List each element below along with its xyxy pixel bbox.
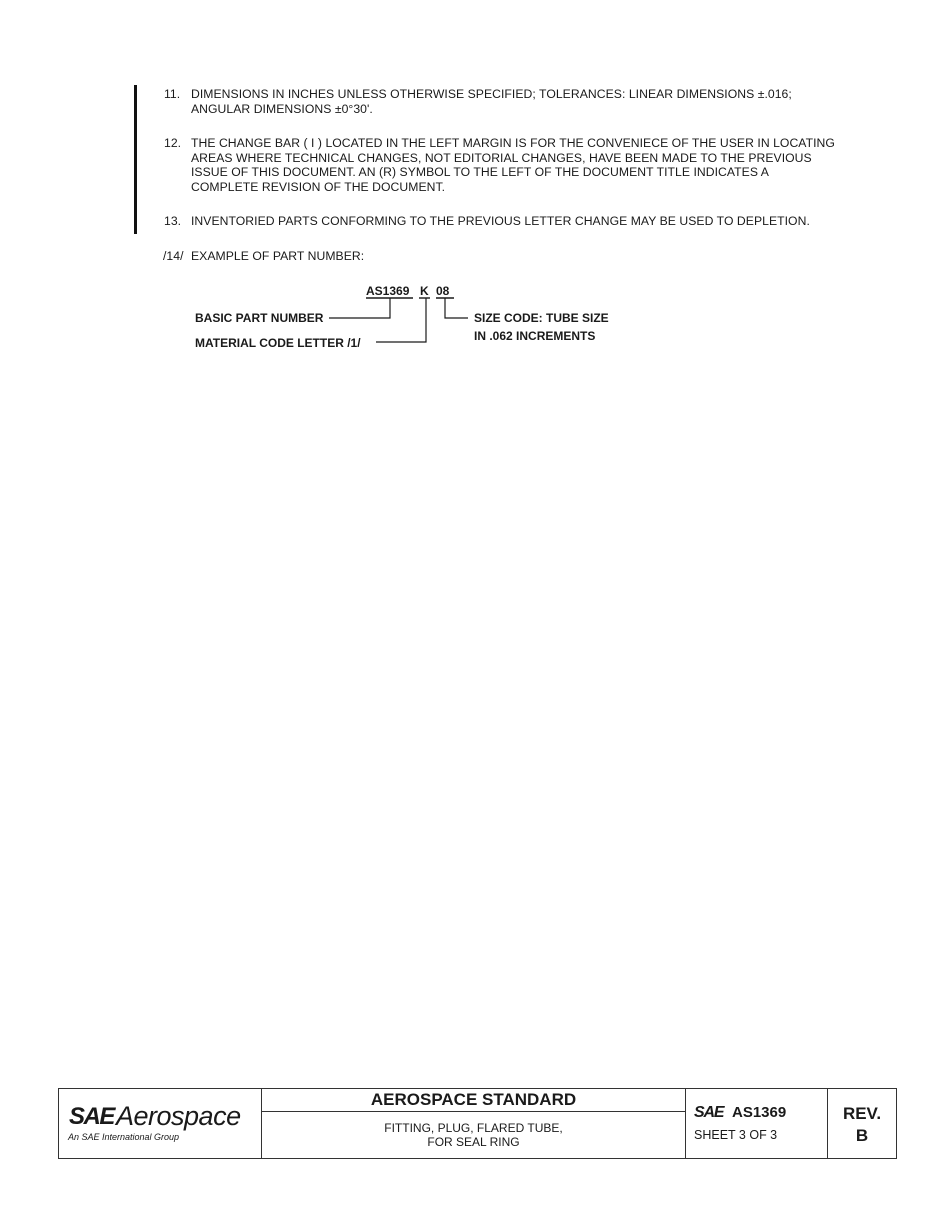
logo-subtitle: An SAE International Group xyxy=(68,1132,180,1142)
note-text: EXAMPLE OF PART NUMBER: xyxy=(191,249,365,263)
part-title-line-2: FOR SEAL RING xyxy=(427,1135,520,1149)
part-number-diagram xyxy=(190,280,650,370)
document-number: AS1369 xyxy=(732,1104,787,1121)
note-number: 11. xyxy=(164,87,181,101)
note-text: DIMENSIONS IN INCHES UNLESS OTHERWISE SPECIFIED; TOLERANCES: LINEAR DIMENSIONS ±.016; ANGULAR DIMENSIONS ±0°30'. xyxy=(191,87,792,116)
pn-material: K xyxy=(420,284,429,298)
pn-size-leader xyxy=(445,298,468,318)
revision-label: REV. xyxy=(842,1104,882,1123)
pn-label-size-1: SIZE CODE: TUBE SIZE xyxy=(474,311,609,325)
revision-letter: B xyxy=(855,1126,869,1145)
document-number-cell xyxy=(686,1089,828,1158)
change-bar xyxy=(134,85,137,234)
pn-basic: AS1369 xyxy=(366,284,410,298)
part-title xyxy=(262,1121,685,1149)
note-text: INVENTORIED PARTS CONFORMING TO THE PREVIOUS LETTER CHANGE MAY BE USED TO DEPLETION. xyxy=(191,214,810,228)
pn-material-leader xyxy=(376,298,426,342)
note-number: 13. xyxy=(164,214,182,228)
pn-label-material: MATERIAL CODE LETTER /1/ xyxy=(195,336,361,350)
standard-title: AEROSPACE STANDARD xyxy=(262,1089,685,1112)
pn-basic-leader xyxy=(329,298,390,318)
pn-size: 08 xyxy=(436,284,450,298)
sheet-number: SHEET 3 OF 3 xyxy=(694,1128,778,1142)
revision-cell xyxy=(828,1089,896,1158)
pn-label-size-2: IN .062 INCREMENTS xyxy=(474,329,596,343)
note-number: 12. xyxy=(164,136,182,150)
note-number: /14/ xyxy=(163,249,184,263)
doc-sae-logo: SAE xyxy=(694,1104,724,1121)
note-text: THE CHANGE BAR ( I ) LOCATED IN THE LEFT MARGIN IS FOR THE CONVENIECE OF THE USER IN LOCATING AREAS WHERE TECHNICAL CHANGES, NOT EDITORIAL CHANGES, HAVE BEEN MADE TO THE PREVIOUS ISSUE OF THIS DOCUMENT. AN (R) SYMBOL TO THE LEFT OF THE DOCUMENT TITLE INDICATES A COMPLETE REVISION OF THE DOCUMENT. xyxy=(191,136,835,194)
sae-aerospace-logo xyxy=(59,1089,262,1158)
title-block xyxy=(58,1088,897,1159)
title-cell xyxy=(262,1089,686,1158)
pn-label-basic: BASIC PART NUMBER xyxy=(195,311,324,325)
part-title-line-1: FITTING, PLUG, FLARED TUBE, xyxy=(384,1121,563,1135)
logo-sae-text: SAE xyxy=(69,1103,114,1130)
logo-aerospace-text: Aerospace xyxy=(116,1101,241,1131)
